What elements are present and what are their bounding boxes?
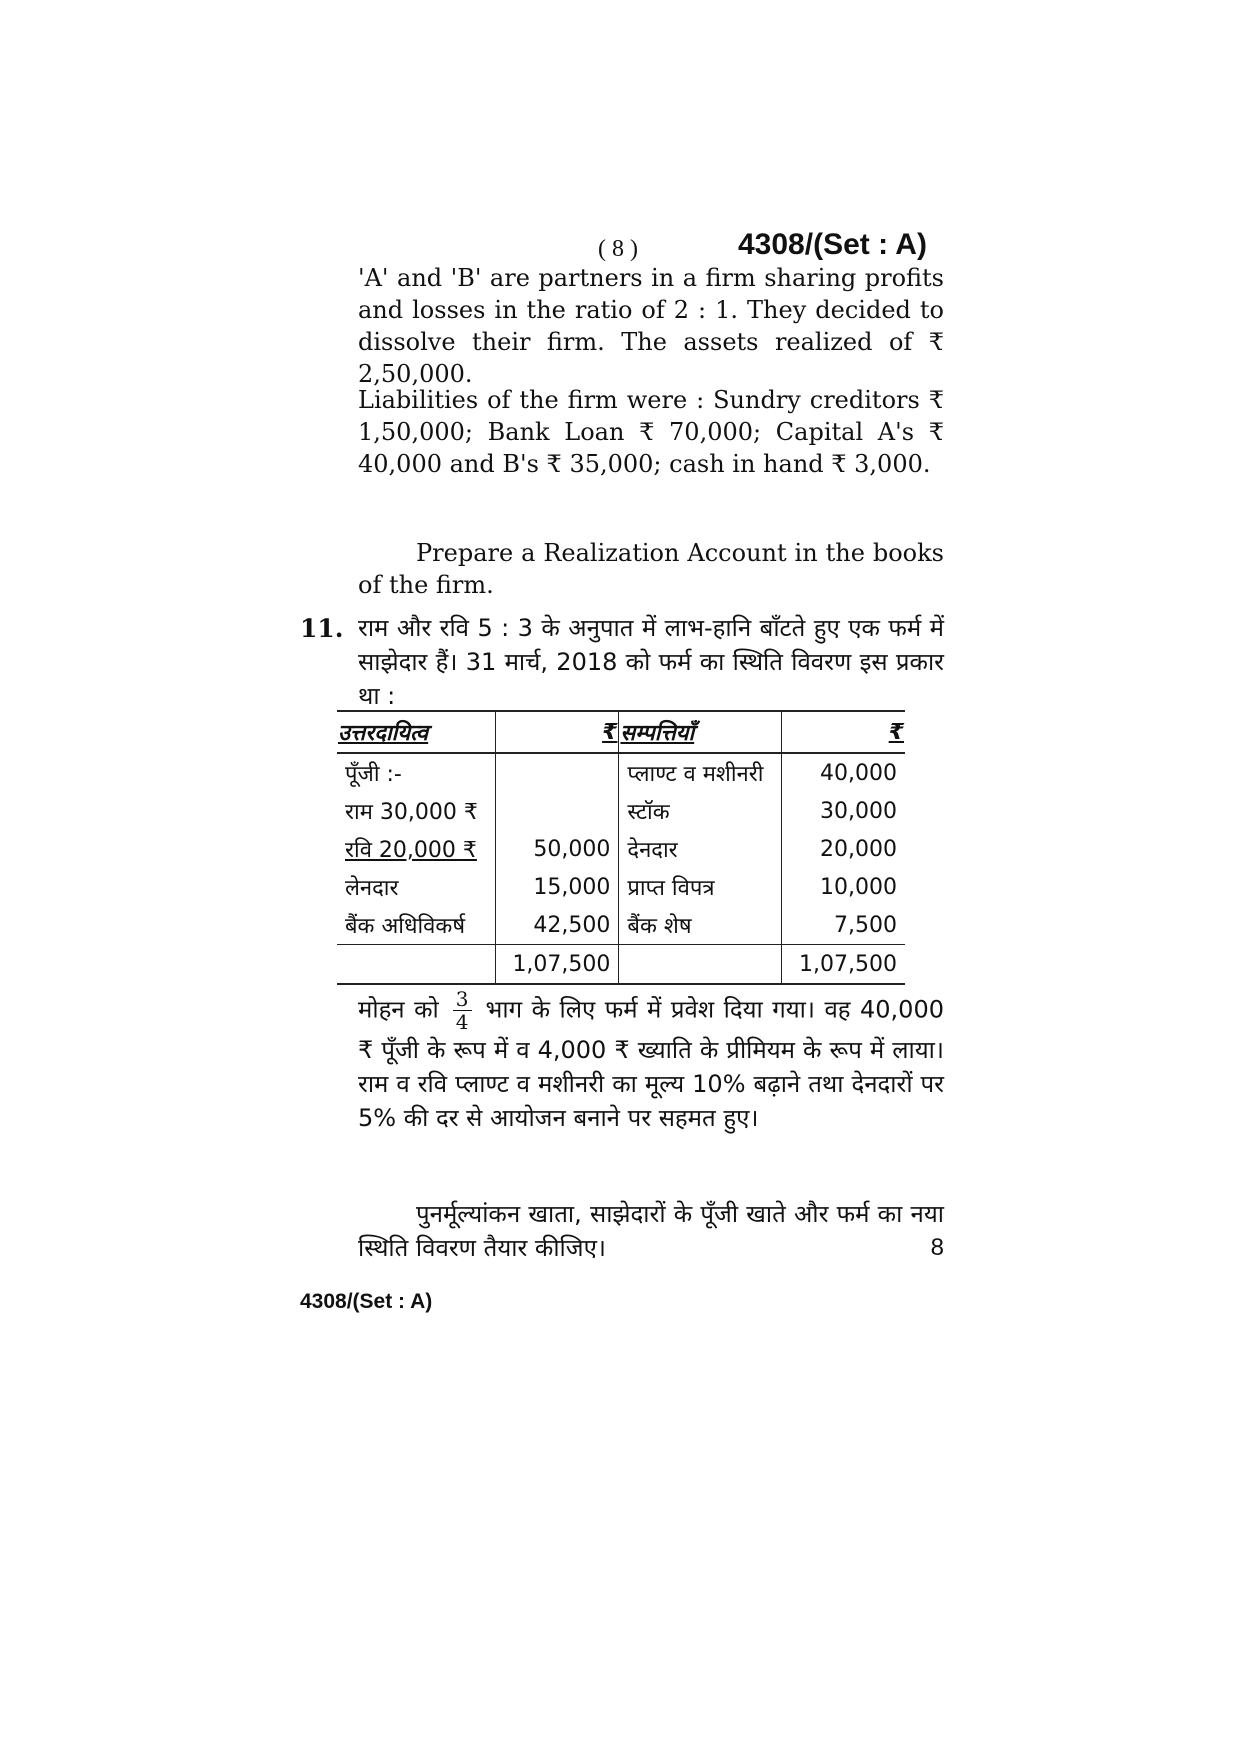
total-liabilities: 1,07,500 [495, 945, 619, 985]
asset-label: देनदार [627, 838, 678, 863]
paper-code-header: 4308/(Set : A) [738, 228, 927, 261]
table-row [337, 753, 905, 792]
liability-amount [495, 792, 619, 830]
total-assets: 1,07,500 [782, 945, 905, 985]
question-11-instruction [358, 1197, 944, 1265]
table-row [337, 906, 905, 945]
liability-amount: 15,000 [495, 868, 619, 906]
header-assets: सम्पत्तियाँ [619, 711, 782, 753]
asset-label: प्लाण्ट व मशीनरी [627, 762, 764, 787]
table-row [337, 792, 905, 830]
balance-sheet-table [337, 710, 905, 985]
table-row [337, 830, 905, 868]
liability-amount: 50,000 [495, 830, 619, 868]
asset-label: बैंक शेष [627, 914, 692, 939]
liability-label: रवि 20,000 ₹ [345, 838, 477, 863]
asset-label: प्राप्त विपत्र [627, 876, 715, 901]
fraction-three-quarters [453, 988, 472, 1033]
header-liabilities: उत्तरदायित्व [337, 711, 495, 753]
liability-amount: 42,500 [495, 906, 619, 945]
liability-label: बैंक अधिविकर्ष [345, 914, 466, 939]
total-blank-right [619, 945, 782, 985]
fraction-denominator: 4 [455, 1010, 469, 1034]
asset-label: स्टॉक [627, 800, 670, 825]
question-11-number: 11. [300, 614, 344, 643]
paper-code-footer: 4308/(Set : A) [300, 1290, 433, 1313]
asset-amount: 10,000 [782, 868, 905, 906]
question-10-instruction: Prepare a Realization Account in the books of the firm. [358, 539, 944, 599]
fraction-numerator: 3 [453, 988, 472, 1011]
body-text-part-1: मोहन को [358, 995, 439, 1024]
page-number: ( 8 ) [598, 236, 638, 262]
total-blank-left [337, 945, 495, 985]
asset-amount: 30,000 [782, 792, 905, 830]
asset-amount: 20,000 [782, 830, 905, 868]
asset-amount: 7,500 [782, 906, 905, 945]
question-11-body [358, 988, 944, 1135]
liability-label: लेनदार [345, 876, 399, 901]
header-rupee-liabilities: ₹ [495, 711, 619, 753]
question-10-paragraph-2: Liabilities of the firm were : Sundry creditors ₹ 1,50,000; Bank Loan ₹ 70,000; Capital A's ₹ 40,000 and B's ₹ 35,000; cash in hand ₹ 3,000. [358, 386, 944, 478]
body-text-part-2: भाग के लिए फर्म में प्रवेश दिया गया। वह 40,000 ₹ पूँजी के रूप में व 4,000 ₹ ख्याति के प्रीमियम के रूप में लाया। राम व रवि प्लाण्ट व मशीनरी का मूल्य 10% बढ़ाने तथा देनदारों पर 5% की दर से आयोजन बनाने पर सहमत हुए। [358, 995, 944, 1132]
liability-label: पूँजी :- [345, 762, 402, 787]
table-total-row [337, 945, 905, 985]
question-10-paragraph-1: 'A' and 'B' are partners in a firm sharing profits and losses in the ratio of 2 : 1. They decided to dissolve their firm. The assets realized of ₹ 2,50,000. [358, 264, 944, 388]
asset-amount: 40,000 [782, 753, 905, 792]
question-11-intro: राम और रवि 5 : 3 के अनुपात में लाभ-हानि बाँटते हुए एक फर्म में साझेदार हैं। 31 मार्च, 2018 को फर्म का स्थिति विवरण इस प्रकार था : [358, 614, 944, 710]
header-rupee-assets: ₹ [782, 711, 905, 753]
table-row [337, 868, 905, 906]
marks: 8 [930, 1234, 944, 1261]
liability-label: राम 30,000 ₹ [345, 800, 478, 825]
instruction-text: पुनर्मूल्यांकन खाता, साझेदारों के पूँजी खाते और फर्म का नया स्थिति विवरण तैयार कीजिए। [358, 1200, 944, 1262]
table-header-row [337, 711, 905, 753]
liability-amount [495, 753, 619, 792]
